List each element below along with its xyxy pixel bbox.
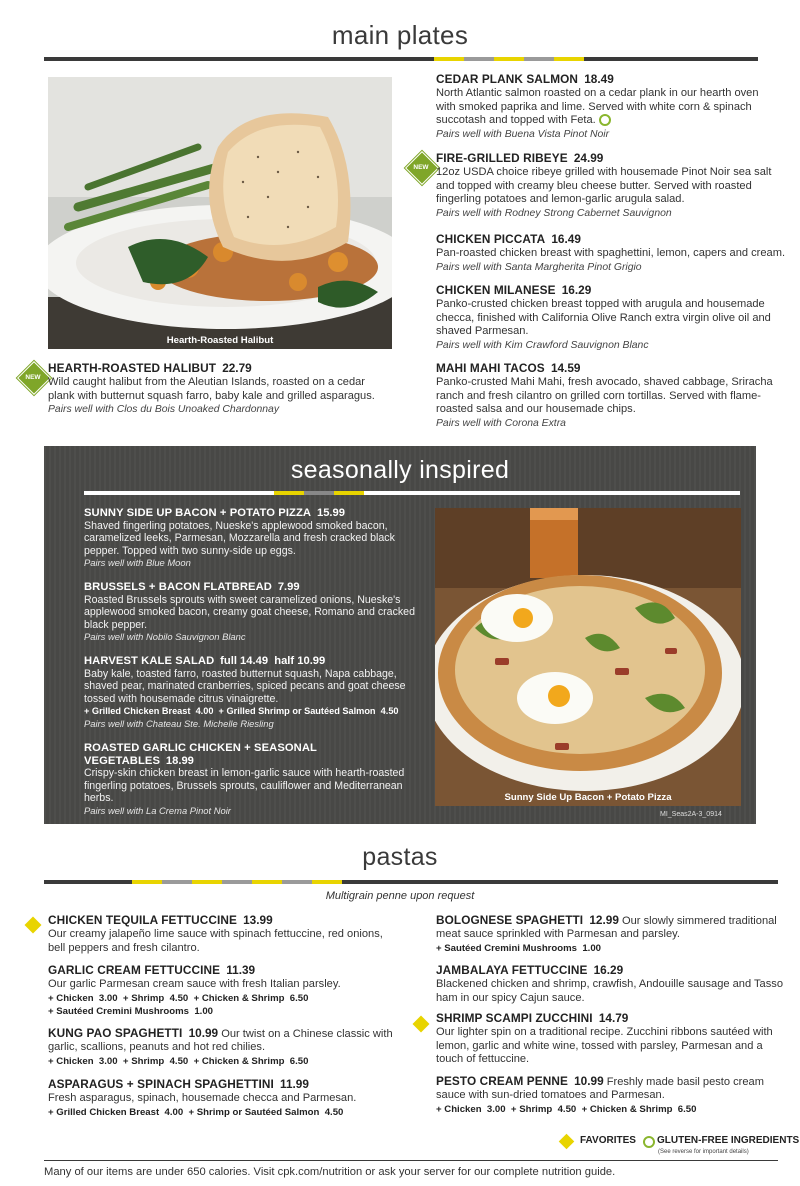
favorites-legend-label: FAVORITES [580, 1135, 636, 1146]
gluten-free-legend-label: GLUTEN-FREE INGREDIENTS [657, 1135, 800, 1146]
item-pairing: Pairs well with Kim Crawford Sauvignon Blanc [436, 339, 649, 351]
item-description: Panko-crusted chicken breast topped with arugula and housemade checca, finished with California Olive Ranch extra virgin olive oil and shaved Parmesan. [436, 298, 771, 338]
item-name: CHICKEN TEQUILA FETTUCCINE [48, 913, 237, 927]
item-pairing: Pairs well with Nobilo Sauvignon Blanc [84, 631, 246, 643]
item-description: Our slowly simmered traditional meat sauce sprinkled with Parmesan and parsley. [436, 915, 777, 941]
item-price: 14.79 [598, 1011, 629, 1025]
footer-note: Many of our items are under 650 calories. Visit cpk.com/nutrition or ask your server for our complete nutrition guide. [44, 1166, 616, 1178]
menu-item-harvest-kale-salad [84, 655, 424, 731]
item-name: GARLIC CREAM FETTUCCINE [48, 963, 221, 977]
menu-item-shrimp-scampi-zucchini [436, 1012, 782, 1067]
menu-item-brussels-bacon-flatbread [84, 581, 424, 644]
favorite-icon [25, 917, 42, 934]
item-addons: + Chicken 3.00 + Shrimp 4.50 + Chicken & Shrimp 6.50 [48, 992, 309, 1004]
item-price: 10.99 [574, 1074, 604, 1088]
item-price: 22.79 [222, 361, 252, 375]
pastas-subtitle: Multigrain penne upon request [325, 890, 475, 902]
menu-item-mahi-mahi-tacos [436, 362, 776, 430]
new-badge-label: NEW [25, 374, 41, 381]
item-pairing: Pairs well with Clos du Bois Unoaked Chardonnay [48, 404, 280, 416]
menu-item-bacon-potato-pizza [84, 507, 424, 570]
item-description: 12oz USDA choice ribeye grilled with housemade Pinot Noir sea salt and topped with creamy bleu cheese butter. Served with roasted fingerling potatoes and lemon-garlic arugula salad. [436, 166, 772, 206]
item-name: CEDAR PLANK SALMON [436, 72, 579, 86]
item-description: Crispy-skin chicken breast in lemon-garlic sauce with hearth-roasted fingerling potatoes, Brussels sprouts, cauliflower and Mediterranean herbs. [84, 767, 405, 805]
favorites-legend-icon [559, 1134, 575, 1150]
item-name: ASPARAGUS + SPINACH SPAGHETTINI [48, 1077, 274, 1091]
menu-item-bolognese-spaghetti [436, 914, 778, 955]
item-price: 11.99 [280, 1077, 309, 1091]
item-price: 16.29 [593, 963, 624, 977]
gluten-free-legend-icon [643, 1136, 655, 1148]
item-pairing: Pairs well with Buena Vista Pinot Noir [436, 128, 610, 140]
item-description: Shaved fingerling potatoes, Nueske's applewood smoked bacon, caramelized leeks, Parmesan, Mozzarella and fresh cracked black pepper. Topped with two sunny-side up eggs. [84, 519, 395, 557]
item-description: North Atlantic salmon roasted on a cedar plank in our hearth oven with smoked paprika and lime. Served with white corn & spinach succotash and topped with Feta. [436, 87, 759, 127]
item-price: 12.99 [589, 913, 619, 927]
footer-divider [44, 1160, 778, 1161]
halibut-photo [48, 77, 392, 349]
pastas-divider [44, 880, 778, 884]
menu-item-roasted-garlic-chicken [84, 742, 424, 818]
main-plates-title: main plates [331, 20, 469, 50]
item-price: 13.99 [243, 913, 273, 927]
item-name: HARVEST KALE SALAD [84, 655, 215, 667]
item-addons: + Chicken 3.00 + Shrimp 4.50 + Chicken & Shrimp 6.50 [48, 1055, 309, 1067]
item-description: Freshly made basil pesto cream sauce with sun-dried tomatoes and Parmesan. [436, 1076, 764, 1102]
new-badge-label: NEW [413, 164, 429, 171]
item-description: Wild caught halibut from the Aleutian Islands, roasted on a cedar plank with butternut squash farro, baby kale and grilled asparagus. [48, 376, 375, 402]
item-pairing: Pairs well with Blue Moon [84, 557, 191, 569]
item-description: Our lighter spin on a traditional recipe. Zucchini ribbons sautéed with lemon, garlic and white wine, tossed with parsley, Parmesan and a touch of fettuccine. [436, 1026, 773, 1066]
favorite-icon [413, 1016, 430, 1033]
pizza-photo-caption: Sunny Side Up Bacon + Potato Pizza [504, 792, 672, 803]
item-description: Panko-crusted Mahi Mahi, fresh avocado, shaved cabbage, Sriracha ranch and fresh cilantro on grilled corn tortillas. Served with flame-roasted salsa and our housemade chips. [436, 376, 773, 416]
item-price: 16.49 [551, 232, 581, 246]
item-name: SHRIMP SCAMPI ZUCCHINI [436, 1011, 593, 1025]
menu-item-pesto-cream-penne [436, 1075, 786, 1116]
item-name: ROASTED GARLIC CHICKEN + SEASONAL VEGETABLES [84, 742, 317, 767]
menu-item-cedar-plank-salmon [436, 73, 776, 141]
item-price: 10.99 [188, 1026, 219, 1040]
item-price: 16.29 [561, 283, 592, 297]
item-pairing: Pairs well with Santa Margherita Pinot Grigio [436, 261, 642, 273]
item-description: Our twist on a Chinese classic with garlic, scallions, peanuts and hot red chilies. [48, 1028, 393, 1054]
pastas-title: pastas [362, 843, 438, 871]
legend-note: (See reverse for important details) [658, 1149, 749, 1155]
main-plates-divider [44, 57, 778, 61]
menu-item-chicken-piccata [436, 233, 786, 274]
item-name: BOLOGNESE SPAGHETTI [436, 913, 584, 927]
item-pairing: Pairs well with Chateau Ste. Michelle Riesling [84, 717, 274, 729]
item-name: BRUSSELS + BACON FLATBREAD [84, 581, 272, 593]
item-name: JAMBALAYA FETTUCCINE [436, 963, 588, 977]
menu-item-hearth-roasted-halibut [48, 362, 394, 417]
menu-item-asparagus-spinach-spaghettini [48, 1078, 400, 1119]
item-pairing: Pairs well with Rodney Strong Cabernet Sauvignon [436, 207, 672, 219]
menu-code: MI_Seas2A-3_0914 [660, 811, 722, 818]
item-price: full 14.49 half 10.99 [220, 655, 326, 667]
item-name: MAHI MAHI TACOS [436, 361, 545, 375]
item-price: 14.59 [550, 361, 581, 375]
item-description: Pan-roasted chicken breast with spaghettini, lemon, capers and cream. [436, 247, 786, 260]
item-addons: + Grilled Chicken Breast 4.00 + Grilled Shrimp or Sautéed Salmon 4.50 [84, 706, 399, 717]
item-addons: + Grilled Chicken Breast 4.00 + Shrimp or Sautéed Salmon 4.50 [48, 1106, 344, 1118]
item-addons: + Chicken 3.00 + Shrimp 4.50 + Chicken & Shrimp 6.50 [436, 1103, 697, 1115]
seasonal-divider [84, 491, 740, 495]
item-description: Our garlic Parmesan cream sauce with fresh Italian parsley. [48, 978, 341, 991]
item-description: Baby kale, toasted farro, roasted butternut squash, Napa cabbage, shaved pear, marinated cranberries, spiced pecans and goat cheese tossed with housemade citrus vinaigrette. [84, 667, 406, 705]
item-price: 24.99 [573, 151, 604, 165]
menu-item-garlic-cream-fettuccine [48, 964, 398, 1019]
item-description: Blackened chicken and shrimp, crawfish, Andouille sausage and Tasso ham in our spicy Cajun sauce. [436, 978, 783, 1004]
item-name: KUNG PAO SPAGHETTI [48, 1026, 183, 1040]
item-addons: + Sautéed Cremini Mushrooms 1.00 [436, 942, 602, 954]
item-name: HEARTH-ROASTED HALIBUT [48, 361, 217, 375]
item-name: SUNNY SIDE UP BACON + POTATO PIZZA [84, 507, 312, 519]
item-name: FIRE-GRILLED RIBEYE [436, 151, 568, 165]
item-price: 18.99 [165, 754, 194, 767]
item-price: 7.99 [277, 581, 300, 593]
item-price: 18.49 [584, 72, 614, 86]
gluten-free-icon [599, 114, 611, 126]
item-name: CHICKEN PICCATA [436, 232, 546, 246]
menu-item-kung-pao-spaghetti [48, 1027, 400, 1068]
item-description: Roasted Brussels sprouts with sweet caramelized onions, Nueske's applewood smoked bacon, creamy goat cheese, Romano and cracked black pepper. [84, 593, 415, 631]
menu-item-chicken-milanese [436, 284, 786, 352]
menu-item-fire-grilled-ribeye [436, 152, 776, 220]
item-description: Fresh asparagus, spinach, housemade checca and Parmesan. [48, 1092, 357, 1105]
pizza-photo [435, 508, 741, 806]
halibut-photo-caption: Hearth-Roasted Halibut [166, 335, 274, 346]
item-pairing: Pairs well with Corona Extra [436, 417, 566, 429]
seasonal-title: seasonally inspired [290, 456, 510, 484]
item-name: CHICKEN MILANESE [436, 283, 556, 297]
item-pairing: Pairs well with La Crema Pinot Noir [84, 804, 231, 816]
menu-item-chicken-tequila-fettuccine [48, 914, 398, 955]
item-addons-extra: + Sautéed Cremini Mushrooms 1.00 [48, 1006, 214, 1018]
menu-item-jambalaya-fettuccine [436, 964, 786, 1005]
item-name: PESTO CREAM PENNE [436, 1074, 568, 1088]
item-description: Our creamy jalapeño lime sauce with spinach fettuccine, red onions, bell peppers and fresh cilantro. [48, 928, 383, 954]
item-price: 15.99 [316, 507, 345, 519]
item-price: 11.39 [226, 963, 256, 977]
